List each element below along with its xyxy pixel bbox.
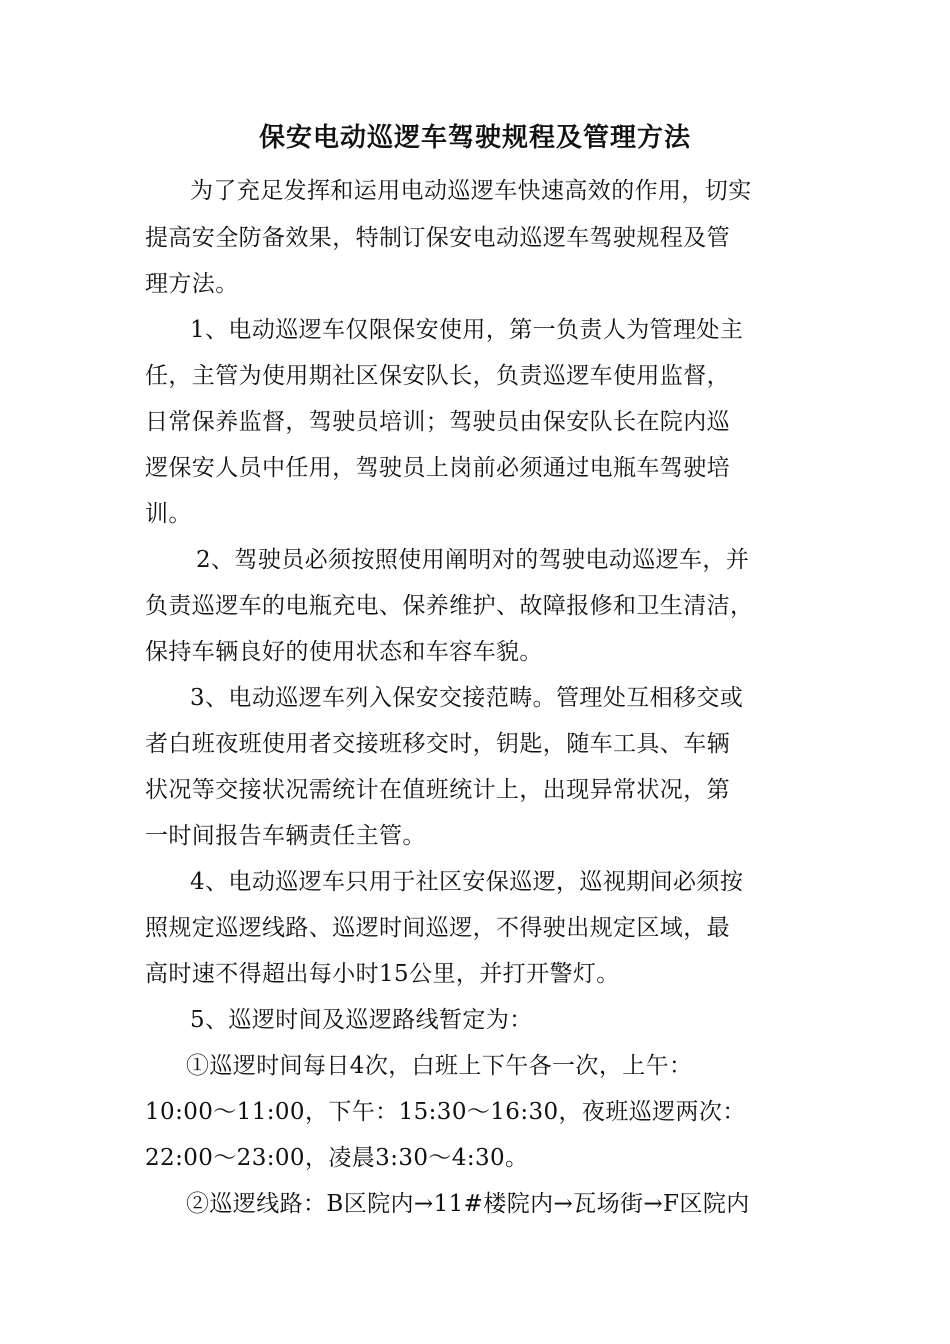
paragraph-line: 任，主管为使用期社区保安队长，负责巡逻车使用监督， <box>145 363 730 389</box>
paragraph-line: 5、巡逻时间及巡逻路线暂定为： <box>190 1007 533 1033</box>
paragraph-line: 状况等交接状况需统计在值班统计上，出现异常状况，第 <box>145 777 730 803</box>
paragraph-line: ②巡逻线路：B区院内→11#楼院内→瓦场街→F区院内 <box>186 1191 750 1217</box>
paragraph-line: 1、电动巡逻车仅限保安使用，第一负责人为管理处主 <box>190 317 744 343</box>
paragraph-line: 2、驾驶员必须按照使用阐明对的驾驶电动巡逻车，并 <box>196 547 750 573</box>
paragraph-line: 保持车辆良好的使用状态和车容车貌。 <box>145 639 543 665</box>
paragraph-line: 22:00～23:00，凌晨3:30～4:30。 <box>145 1145 529 1171</box>
paragraph-line: 负责巡逻车的电瓶充电、保养维护、故障报修和卫生清洁， <box>145 593 754 619</box>
paragraph-line: 逻保安人员中任用，驾驶员上岗前必须通过电瓶车驾驶培 <box>145 455 730 481</box>
paragraph-line: 提高安全防备效果，特制订保安电动巡逻车驾驶规程及管 <box>145 225 730 251</box>
paragraph-line: 一时间报告车辆责任主管。 <box>145 823 426 849</box>
paragraph-line: 高时速不得超出每小时15公里，并打开警灯。 <box>145 961 620 987</box>
paragraph-line: 为了充足发挥和运用电动巡逻车快速高效的作用，切实 <box>190 178 752 204</box>
paragraph-line: 4、电动巡逻车只用于社区安保巡逻，巡视期间必须按 <box>190 869 744 895</box>
paragraph-line: ①巡逻时间每日4次，白班上下午各一次，上午： <box>186 1053 693 1079</box>
paragraph-line: 日常保养监督，驾驶员培训；驾驶员由保安队长在院内巡 <box>145 409 730 435</box>
document-title: 保安电动巡逻车驾驶规程及管理方法 <box>258 123 691 153</box>
paragraph-line: 照规定巡逻线路、巡逻时间巡逻，不得驶出规定区域，最 <box>145 915 730 941</box>
paragraph-line: 3、电动巡逻车列入保安交接范畴。管理处互相移交或 <box>190 685 744 711</box>
paragraph-line: 理方法。 <box>145 271 239 297</box>
paragraph-line: 训。 <box>145 501 192 527</box>
paragraph-line: 者白班夜班使用者交接班移交时，钥匙，随车工具、车辆 <box>145 731 730 757</box>
paragraph-line: 10:00～11:00，下午：15:30～16:30，夜班巡逻两次： <box>145 1099 746 1125</box>
